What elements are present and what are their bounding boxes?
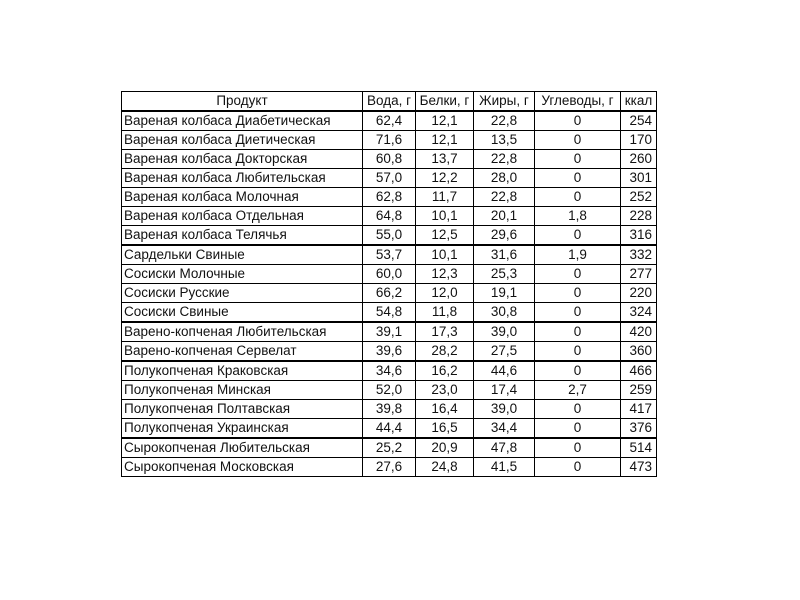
nutrition-table-container [121,91,657,477]
protein-cell: 13,7 [416,150,474,169]
fat-cell: 22,8 [474,111,535,131]
protein-cell: 20,9 [416,438,474,458]
water-cell: 60,0 [363,265,416,284]
table-row [122,265,657,284]
water-cell: 54,8 [363,303,416,323]
water-cell: 39,6 [363,342,416,362]
water-cell: 39,8 [363,400,416,419]
product-name-cell: Вареная колбаса Любительская [122,169,363,188]
fat-cell: 22,8 [474,188,535,207]
protein-cell: 10,1 [416,245,474,265]
carbs-cell: 0 [535,361,621,381]
water-cell: 53,7 [363,245,416,265]
carbs-cell: 0 [535,169,621,188]
table-row [122,381,657,400]
water-cell: 71,6 [363,131,416,150]
protein-cell: 16,2 [416,361,474,381]
table-row [122,419,657,439]
kcal-cell: 254 [621,111,657,131]
water-cell: 27,6 [363,458,416,477]
water-cell: 34,6 [363,361,416,381]
carbs-cell: 2,7 [535,381,621,400]
protein-cell: 12,5 [416,226,474,246]
carbs-cell: 0 [535,342,621,362]
carbs-cell: 0 [535,188,621,207]
table-row [122,342,657,362]
protein-cell: 12,1 [416,131,474,150]
table-row [122,303,657,323]
fat-cell: 13,5 [474,131,535,150]
product-name-cell: Вареная колбаса Докторская [122,150,363,169]
table-row [122,245,657,265]
water-cell: 64,8 [363,207,416,226]
water-cell: 25,2 [363,438,416,458]
kcal-cell: 473 [621,458,657,477]
table-row [122,111,657,131]
water-cell: 55,0 [363,226,416,246]
kcal-cell: 259 [621,381,657,400]
water-cell: 52,0 [363,381,416,400]
kcal-cell: 301 [621,169,657,188]
product-name-cell: Полукопченая Краковская [122,361,363,381]
carbs-cell: 0 [535,322,621,342]
protein-cell: 12,0 [416,284,474,303]
protein-cell: 16,5 [416,419,474,439]
protein-cell: 12,1 [416,111,474,131]
kcal-cell: 514 [621,438,657,458]
fat-cell: 47,8 [474,438,535,458]
product-name-cell: Сосиски Молочные [122,265,363,284]
kcal-cell: 316 [621,226,657,246]
fat-cell: 31,6 [474,245,535,265]
kcal-cell: 324 [621,303,657,323]
carbs-cell: 0 [535,284,621,303]
protein-cell: 17,3 [416,322,474,342]
kcal-cell: 170 [621,131,657,150]
kcal-cell: 332 [621,245,657,265]
header-kcal: ккал [621,92,657,112]
protein-cell: 12,3 [416,265,474,284]
carbs-cell: 0 [535,438,621,458]
carbs-cell: 0 [535,303,621,323]
product-name-cell: Полукопченая Украинская [122,419,363,439]
fat-cell: 27,5 [474,342,535,362]
fat-cell: 19,1 [474,284,535,303]
fat-cell: 34,4 [474,419,535,439]
product-name-cell: Полукопченая Полтавская [122,400,363,419]
protein-cell: 11,8 [416,303,474,323]
carbs-cell: 0 [535,131,621,150]
carbs-cell: 0 [535,226,621,246]
header-water: Вода, г [363,92,416,112]
header-protein: Белки, г [416,92,474,112]
header-carbs: Углеводы, г [535,92,621,112]
table-row [122,226,657,246]
protein-cell: 23,0 [416,381,474,400]
product-name-cell: Вареная колбаса Телячья [122,226,363,246]
kcal-cell: 252 [621,188,657,207]
kcal-cell: 376 [621,419,657,439]
product-name-cell: Сосиски Русские [122,284,363,303]
water-cell: 62,4 [363,111,416,131]
product-name-cell: Вареная колбаса Диетическая [122,131,363,150]
water-cell: 39,1 [363,322,416,342]
fat-cell: 17,4 [474,381,535,400]
fat-cell: 29,6 [474,226,535,246]
carbs-cell: 1,9 [535,245,621,265]
product-name-cell: Полукопченая Минская [122,381,363,400]
protein-cell: 10,1 [416,207,474,226]
carbs-cell: 0 [535,111,621,131]
product-name-cell: Вареная колбаса Диабетическая [122,111,363,131]
kcal-cell: 260 [621,150,657,169]
protein-cell: 11,7 [416,188,474,207]
table-row [122,150,657,169]
water-cell: 66,2 [363,284,416,303]
carbs-cell: 0 [535,265,621,284]
fat-cell: 39,0 [474,322,535,342]
product-name-cell: Варено-копченая Любительская [122,322,363,342]
table-row [122,207,657,226]
water-cell: 57,0 [363,169,416,188]
carbs-cell: 0 [535,458,621,477]
header-product: Продукт [122,92,363,112]
fat-cell: 39,0 [474,400,535,419]
table-row [122,322,657,342]
table-body [122,111,657,477]
table-row [122,169,657,188]
protein-cell: 24,8 [416,458,474,477]
kcal-cell: 466 [621,361,657,381]
protein-cell: 28,2 [416,342,474,362]
table-row [122,400,657,419]
kcal-cell: 417 [621,400,657,419]
fat-cell: 30,8 [474,303,535,323]
water-cell: 62,8 [363,188,416,207]
water-cell: 44,4 [363,419,416,439]
fat-cell: 22,8 [474,150,535,169]
carbs-cell: 1,8 [535,207,621,226]
product-name-cell: Вареная колбаса Молочная [122,188,363,207]
kcal-cell: 220 [621,284,657,303]
product-name-cell: Сосиски Свиные [122,303,363,323]
carbs-cell: 0 [535,419,621,439]
product-name-cell: Сырокопченая Любительская [122,438,363,458]
table-row [122,188,657,207]
product-name-cell: Сардельки Свиные [122,245,363,265]
product-name-cell: Варено-копченая Сервелат [122,342,363,362]
kcal-cell: 420 [621,322,657,342]
table-row [122,131,657,150]
kcal-cell: 360 [621,342,657,362]
kcal-cell: 277 [621,265,657,284]
nutrition-table [121,91,657,477]
kcal-cell: 228 [621,207,657,226]
product-name-cell: Сырокопченая Московская [122,458,363,477]
fat-cell: 20,1 [474,207,535,226]
product-name-cell: Вареная колбаса Отдельная [122,207,363,226]
table-row [122,361,657,381]
fat-cell: 41,5 [474,458,535,477]
fat-cell: 25,3 [474,265,535,284]
protein-cell: 12,2 [416,169,474,188]
table-header-row [122,92,657,112]
fat-cell: 28,0 [474,169,535,188]
table-row [122,438,657,458]
header-fat: Жиры, г [474,92,535,112]
water-cell: 60,8 [363,150,416,169]
carbs-cell: 0 [535,150,621,169]
table-row [122,458,657,477]
fat-cell: 44,6 [474,361,535,381]
protein-cell: 16,4 [416,400,474,419]
table-row [122,284,657,303]
carbs-cell: 0 [535,400,621,419]
